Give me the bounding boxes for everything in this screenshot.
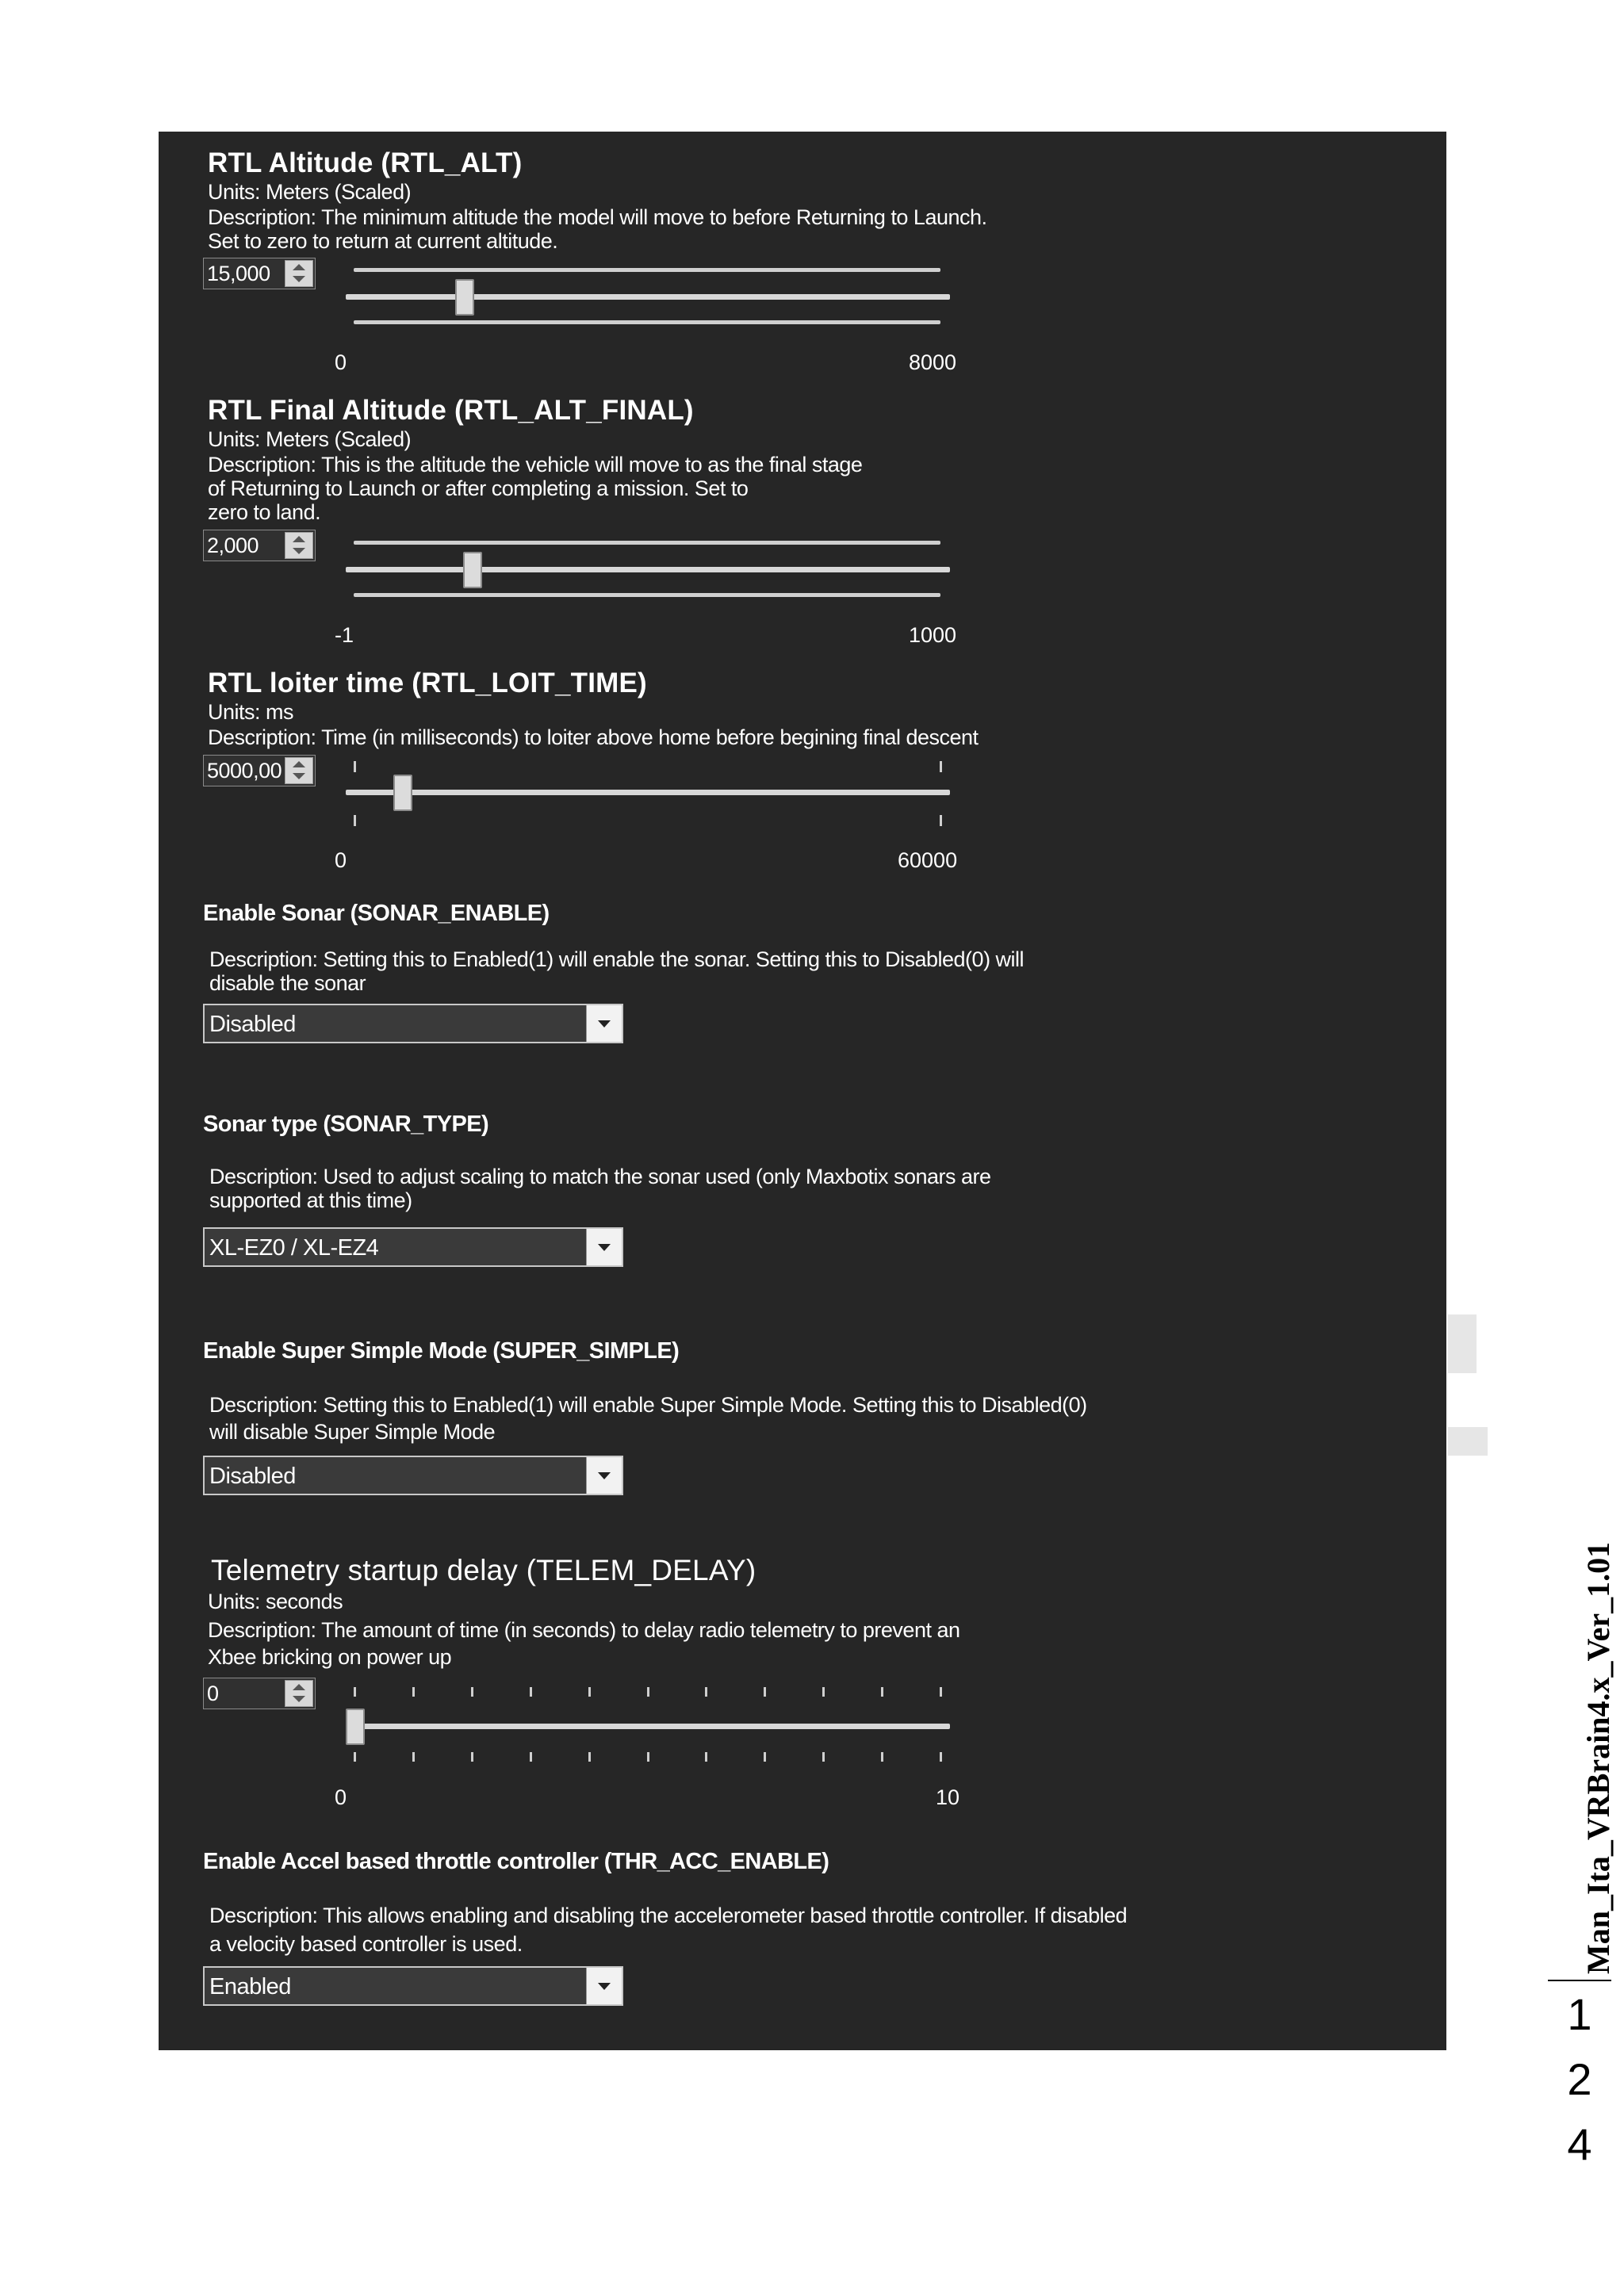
rtl-alt-final-stepper[interactable] bbox=[285, 532, 313, 559]
dropdown-button[interactable] bbox=[586, 1968, 622, 2004]
rtl-alt-final-bottom-rail bbox=[354, 593, 940, 597]
telem-delay-tick-bottom-4 bbox=[588, 1752, 591, 1762]
rtl-loit-time-slider-track[interactable] bbox=[346, 790, 950, 795]
chevron-down-icon bbox=[598, 1983, 611, 1990]
rtl-loit-time-tick-start-bottom bbox=[354, 815, 356, 826]
rtl-alt-bottom-rail bbox=[354, 320, 940, 324]
telem-delay-tick-bottom-3 bbox=[530, 1752, 532, 1762]
rtl-alt-final-slider-track[interactable] bbox=[346, 567, 950, 572]
telem-delay-tick-bottom-7 bbox=[764, 1752, 766, 1762]
telem-delay-tick-top-7 bbox=[764, 1687, 766, 1697]
telem-delay-tick-bottom-9 bbox=[881, 1752, 883, 1762]
chevron-down-icon bbox=[598, 1472, 611, 1479]
telem-delay-tick-top-2 bbox=[471, 1687, 473, 1697]
telem-delay-tick-top-4 bbox=[588, 1687, 591, 1697]
thr-acc-enable-desc-line1: Description: This allows enabling and disabling the accelerometer based throttle controller. If disabled bbox=[209, 1904, 1128, 1927]
telem-delay-tick-top-5 bbox=[647, 1687, 649, 1697]
rtl-alt-final-max-label: 1000 bbox=[909, 623, 957, 647]
stepper-up-icon[interactable] bbox=[293, 1684, 305, 1690]
rtl-alt-slider-thumb[interactable] bbox=[455, 279, 474, 316]
dropdown-button[interactable] bbox=[586, 1229, 622, 1265]
telem-delay-max-label: 10 bbox=[936, 1785, 960, 1809]
chevron-down-icon bbox=[598, 1244, 611, 1251]
sonar-enable-desc-line2: disable the sonar bbox=[209, 971, 366, 995]
sonar-type-desc-line1: Description: Used to adjust scaling to match the sonar used (only Maxbotix sonars are bbox=[209, 1165, 991, 1188]
super-simple-desc-line2: will disable Super Simple Mode bbox=[209, 1420, 496, 1444]
telem-delay-desc-line2: Xbee bricking on power up bbox=[208, 1645, 452, 1669]
rtl-alt-final-min-label: -1 bbox=[335, 623, 354, 647]
telem-delay-slider-thumb[interactable] bbox=[346, 1709, 365, 1745]
footer-divider bbox=[1548, 1980, 1611, 1981]
rtl-loit-time-max-label: 60000 bbox=[898, 848, 958, 872]
rtl-loit-time-units: Units: ms bbox=[208, 700, 294, 724]
rtl-loit-time-min-label: 0 bbox=[335, 848, 347, 872]
page-number-digit-3: 4 bbox=[1567, 2119, 1592, 2169]
watermark-fragment bbox=[1448, 1427, 1488, 1456]
rtl-alt-stepper[interactable] bbox=[285, 260, 313, 287]
telem-delay-tick-bottom-5 bbox=[647, 1752, 649, 1762]
rtl-alt-final-units: Units: Meters (Scaled) bbox=[208, 427, 412, 451]
rtl-alt-desc-line1: Description: The minimum altitude the model will move to before Returning to Launch. bbox=[208, 205, 987, 229]
stepper-up-icon[interactable] bbox=[293, 761, 305, 767]
telem-delay-title: Telemetry startup delay (TELEM_DELAY) bbox=[211, 1554, 756, 1586]
telem-delay-tick-top-0 bbox=[354, 1687, 356, 1697]
sonar-enable-dropdown[interactable] bbox=[203, 1004, 623, 1043]
stepper-down-icon[interactable] bbox=[293, 276, 305, 282]
telem-delay-min-label: 0 bbox=[335, 1785, 347, 1809]
rtl-alt-final-desc-line2: of Returning to Launch or after completing a mission. Set to bbox=[208, 476, 749, 500]
sonar-enable-title: Enable Sonar (SONAR_ENABLE) bbox=[203, 901, 550, 926]
rtl-alt-spinbox[interactable] bbox=[203, 258, 316, 289]
rtl-alt-units: Units: Meters (Scaled) bbox=[208, 180, 412, 204]
rtl-loit-time-tick-start-top bbox=[354, 761, 356, 772]
page-number-digit-2: 2 bbox=[1567, 2054, 1592, 2104]
super-simple-desc-line1: Description: Setting this to Enabled(1) will enable Super Simple Mode. Setting this to Disabled(0) bbox=[209, 1393, 1087, 1417]
stepper-down-icon[interactable] bbox=[293, 548, 305, 554]
telem-delay-tick-bottom-8 bbox=[822, 1752, 825, 1762]
sonar-enable-desc-line1: Description: Setting this to Enabled(1) will enable the sonar. Setting this to Disabled(0) will bbox=[209, 947, 1025, 971]
rtl-alt-title: RTL Altitude (RTL_ALT) bbox=[208, 147, 523, 178]
telem-delay-tick-bottom-6 bbox=[705, 1752, 707, 1762]
rtl-alt-value: 15,000 bbox=[207, 262, 270, 285]
stepper-up-icon[interactable] bbox=[293, 536, 305, 542]
thr-acc-enable-dropdown[interactable] bbox=[203, 1966, 623, 2006]
sonar-type-desc-line2: supported at this time) bbox=[209, 1188, 412, 1212]
page-number-digit-1: 1 bbox=[1567, 1989, 1592, 2039]
stepper-up-icon[interactable] bbox=[293, 264, 305, 270]
stepper-down-icon[interactable] bbox=[293, 1696, 305, 1702]
parameter-panel bbox=[159, 132, 1446, 2050]
rtl-alt-max-label: 8000 bbox=[909, 350, 957, 374]
telem-delay-tick-top-1 bbox=[412, 1687, 415, 1697]
stepper-down-icon[interactable] bbox=[293, 773, 305, 779]
document-title: Man_Ita_VRBrain4.x_Ver_1.01 bbox=[1580, 1541, 1616, 1974]
rtl-loit-time-tick-end-bottom bbox=[940, 815, 942, 826]
telem-delay-tick-bottom-1 bbox=[412, 1752, 415, 1762]
telem-delay-tick-top-9 bbox=[881, 1687, 883, 1697]
rtl-loit-time-spinbox[interactable] bbox=[203, 755, 316, 786]
telem-delay-tick-top-6 bbox=[705, 1687, 707, 1697]
rtl-alt-slider-track[interactable] bbox=[346, 294, 950, 300]
rtl-alt-desc-line2: Set to zero to return at current altitude. bbox=[208, 229, 558, 253]
rtl-alt-final-slider-thumb[interactable] bbox=[463, 552, 482, 588]
rtl-loit-time-value: 5000,00 bbox=[207, 759, 282, 783]
telem-delay-tick-top-10 bbox=[940, 1687, 942, 1697]
chevron-down-icon bbox=[598, 1020, 611, 1027]
telem-delay-tick-top-8 bbox=[822, 1687, 825, 1697]
rtl-alt-final-top-rail bbox=[354, 541, 940, 545]
sonar-type-title: Sonar type (SONAR_TYPE) bbox=[203, 1112, 489, 1137]
rtl-alt-min-label: 0 bbox=[335, 350, 347, 374]
watermark-fragment bbox=[1448, 1314, 1477, 1373]
telem-delay-spinbox[interactable] bbox=[203, 1678, 316, 1709]
rtl-alt-final-value: 2,000 bbox=[207, 534, 259, 557]
rtl-loit-time-stepper[interactable] bbox=[285, 757, 313, 784]
sonar-enable-selected: Disabled bbox=[209, 1012, 296, 1037]
rtl-alt-final-desc-line1: Description: This is the altitude the vehicle will move to as the final stage bbox=[208, 453, 863, 476]
sonar-type-selected: XL-EZ0 / XL-EZ4 bbox=[209, 1235, 379, 1261]
telem-delay-slider-track[interactable] bbox=[346, 1724, 950, 1729]
thr-acc-enable-selected: Enabled bbox=[209, 1974, 291, 1999]
telem-delay-tick-bottom-10 bbox=[940, 1752, 942, 1762]
telem-delay-tick-bottom-2 bbox=[471, 1752, 473, 1762]
telem-delay-stepper[interactable] bbox=[285, 1680, 313, 1707]
sonar-type-dropdown[interactable] bbox=[203, 1227, 623, 1267]
rtl-loit-time-title: RTL loiter time (RTL_LOIT_TIME) bbox=[208, 668, 647, 698]
rtl-loit-time-tick-end-top bbox=[940, 761, 942, 772]
rtl-alt-final-spinbox[interactable] bbox=[203, 530, 316, 561]
telem-delay-tick-top-3 bbox=[530, 1687, 532, 1697]
telem-delay-value: 0 bbox=[207, 1682, 219, 1705]
dropdown-button[interactable] bbox=[586, 1005, 622, 1042]
thr-acc-enable-title: Enable Accel based throttle controller (THR_ACC_ENABLE) bbox=[203, 1849, 829, 1874]
rtl-alt-final-desc-line3: zero to land. bbox=[208, 500, 321, 524]
rtl-loit-time-desc-line1: Description: Time (in milliseconds) to loiter above home before begining final descent bbox=[208, 725, 979, 749]
rtl-loit-time-slider-thumb[interactable] bbox=[393, 775, 412, 811]
rtl-alt-final-title: RTL Final Altitude (RTL_ALT_FINAL) bbox=[208, 395, 694, 426]
super-simple-dropdown[interactable] bbox=[203, 1456, 623, 1495]
thr-acc-enable-desc-line2: a velocity based controller is used. bbox=[209, 1932, 523, 1956]
telem-delay-units: Units: seconds bbox=[208, 1590, 343, 1613]
rtl-alt-top-rail bbox=[354, 268, 940, 272]
dropdown-button[interactable] bbox=[586, 1457, 622, 1494]
telem-delay-tick-bottom-0 bbox=[354, 1752, 356, 1762]
telem-delay-desc-line1: Description: The amount of time (in seconds) to delay radio telemetry to prevent an bbox=[208, 1618, 960, 1642]
super-simple-selected: Disabled bbox=[209, 1464, 296, 1489]
super-simple-title: Enable Super Simple Mode (SUPER_SIMPLE) bbox=[203, 1338, 680, 1364]
